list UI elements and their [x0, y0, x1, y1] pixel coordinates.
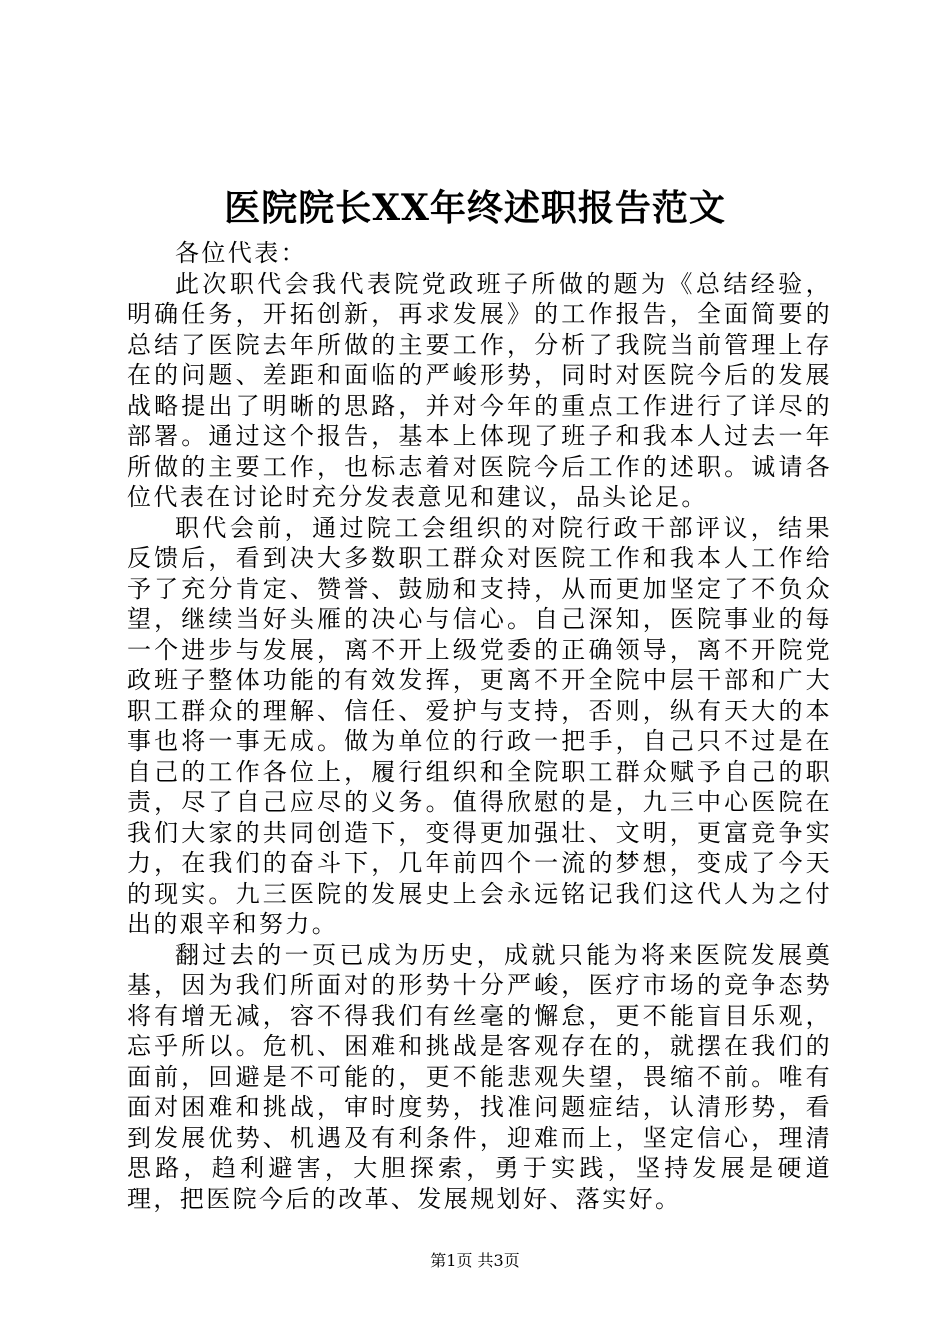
paragraph-2: 职代会前，通过院工会组织的对院行政干部评议，结果反馈后，看到决大多数职工群众对医院工作和我本人工作给予了充分肯定、赞誉、鼓励和支持，从而更加坚定了不负众望，继续当好头雁的决心与信心。自己深知，医院事业的每一个进步与发展，离不开上级党委的正确领导，离不开院党政班子整体功能的有效发挥，更离不开全院中层干部和广大职工群众的理解、信任、爱护与支持，否则，纵有天大的本事也将一事无成。做为单位的行政一把手，自己只不过是在自己的工作各位上，履行组织和全院职工群众赋予自己的职责，尽了自己应尽的义务。值得欣慰的是，九三中心医院在我们大家的共同创造下，变得更加强壮、文明，更富竞争实力，在我们的奋斗下，几年前四个一流的梦想，变成了今天的现实。九三医院的发展史上会永远铭记我们这代人为之付出的艰辛和努力。 [127, 513, 832, 938]
paragraph-1: 此次职代会我代表院党政班子所做的题为《总结经验，明确任务，开拓创新，再求发展》的工作报告，全面简要的总结了医院去年所做的主要工作，分析了我院当前管理上存在的问题、差距和面临的严峻形势，同时对医院今后的发展战略提出了明晰的思路，并对今年的重点工作进行了详尽的部署。通过这个报告，基本上体现了班子和我本人过去一年所做的主要工作，也标志着对医院今后工作的述职。诚请各位代表在讨论时充分发表意见和建议，品头论足。 [127, 269, 832, 511]
document-body [127, 238, 832, 1214]
page-number-footer: 第1页 共3页 [430, 1251, 520, 1270]
salutation: 各位代表： [175, 239, 307, 267]
document-title: 医院院长XX年终述职报告范文 [224, 187, 726, 229]
paragraph-3: 翻过去的一页已成为历史，成就只能为将来医院发展奠基，因为我们所面对的形势十分严峻，医疗市场的竞争态势将有增无减，容不得我们有丝毫的懈怠，更不能盲目乐观，忘乎所以。危机、困难和挑战是客观存在的，就摆在我们的面前，回避是不可能的，更不能悲观失望，畏缩不前。唯有面对困难和挑战，审时度势，找准问题症结，认清形势，看到发展优势、机遇及有利条件，迎难而上，坚定信心，理清思路，趋利避害，大胆探索，勇于实践，坚持发展是硬道理，把医院今后的改革、发展规划好、落实好。 [127, 940, 832, 1213]
